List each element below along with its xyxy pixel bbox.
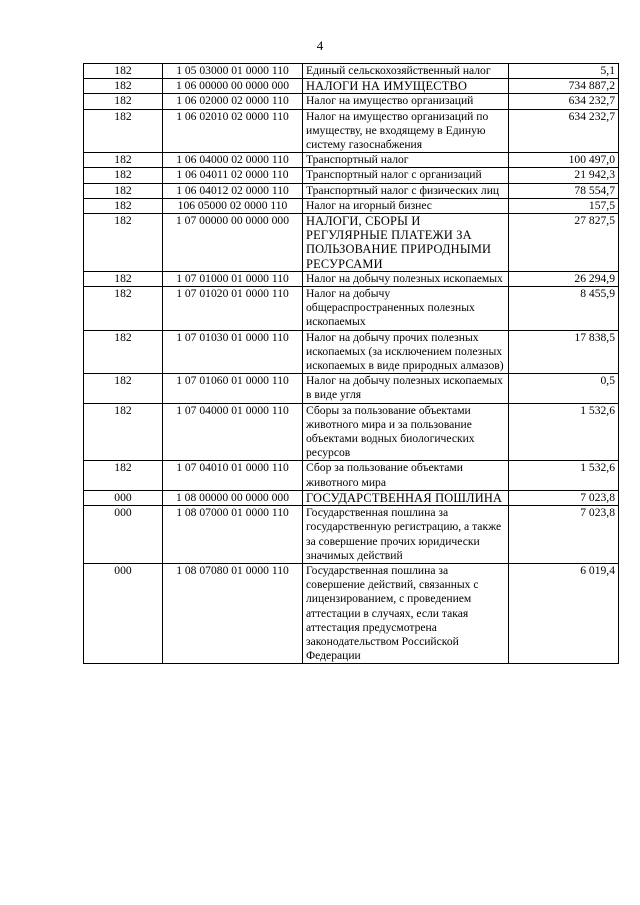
table-row	[84, 461, 619, 490]
amount-cell: 0,5	[509, 374, 619, 403]
revenue-name-cell: НАЛОГИ, СБОРЫ И РЕГУЛЯРНЫЕ ПЛАТЕЖИ ЗА ПОЛЬЗОВАНИЕ ПРИРОДНЫМИ РЕСУРСАМИ	[303, 214, 509, 272]
admin-code-cell: 000	[84, 563, 163, 663]
table-row	[84, 563, 619, 663]
revenue-name-cell: Транспортный налог с организаций	[303, 168, 509, 183]
admin-code-cell: 182	[84, 183, 163, 198]
budget-classification-code-cell: 1 05 03000 01 0000 110	[163, 64, 303, 79]
table-row	[84, 94, 619, 109]
budget-classification-code-cell: 1 06 00000 00 0000 000	[163, 79, 303, 94]
admin-code-cell: 182	[84, 168, 163, 183]
amount-cell: 6 019,4	[509, 563, 619, 663]
revenue-name-cell: Налог на добычу общераспространенных полезных ископаемых	[303, 287, 509, 331]
amount-cell: 157,5	[509, 198, 619, 213]
amount-cell: 1 532,6	[509, 403, 619, 461]
amount-cell: 8 455,9	[509, 287, 619, 331]
revenue-name-cell: Государственная пошлина за государственную регистрацию, а также за совершение прочих юридически значимых действий	[303, 506, 509, 564]
amount-cell: 100 497,0	[509, 153, 619, 168]
table-row	[84, 374, 619, 403]
revenue-name-cell: Транспортный налог	[303, 153, 509, 168]
budget-revenue-table	[83, 63, 619, 664]
budget-classification-code-cell: 1 06 04000 02 0000 110	[163, 153, 303, 168]
amount-cell: 5,1	[509, 64, 619, 79]
budget-classification-code-cell: 1 07 04000 01 0000 110	[163, 403, 303, 461]
admin-code-cell: 182	[84, 287, 163, 331]
budget-classification-code-cell: 1 07 01060 01 0000 110	[163, 374, 303, 403]
amount-cell: 634 232,7	[509, 94, 619, 109]
admin-code-cell: 000	[84, 490, 163, 505]
table-row	[84, 330, 619, 374]
amount-cell: 1 532,6	[509, 461, 619, 490]
amount-cell: 734 887,2	[509, 79, 619, 94]
amount-cell: 26 294,9	[509, 271, 619, 286]
table-row	[84, 153, 619, 168]
budget-classification-code-cell: 1 07 00000 00 0000 000	[163, 214, 303, 272]
budget-classification-code-cell: 1 07 01020 01 0000 110	[163, 287, 303, 331]
admin-code-cell: 182	[84, 109, 163, 153]
revenue-name-cell: Сбор за пользование объектами животного мира	[303, 461, 509, 490]
table-row	[84, 490, 619, 505]
table-row	[84, 403, 619, 461]
table-row	[84, 271, 619, 286]
amount-cell: 78 554,7	[509, 183, 619, 198]
table-row	[84, 198, 619, 213]
amount-cell: 17 838,5	[509, 330, 619, 374]
admin-code-cell: 182	[84, 374, 163, 403]
table-row	[84, 287, 619, 331]
amount-cell: 21 942,3	[509, 168, 619, 183]
table-row	[84, 109, 619, 153]
table-row	[84, 79, 619, 94]
table-body	[84, 64, 619, 664]
budget-classification-code-cell: 106 05000 02 0000 110	[163, 198, 303, 213]
revenue-name-cell: Налог на добычу прочих полезных ископаемых (за исключением полезных ископаемых в виде природных алмазов)	[303, 330, 509, 374]
amount-cell: 7 023,8	[509, 506, 619, 564]
revenue-name-cell: Налог на добычу полезных ископаемых в виде угля	[303, 374, 509, 403]
budget-classification-code-cell: 1 07 01030 01 0000 110	[163, 330, 303, 374]
admin-code-cell: 182	[84, 403, 163, 461]
admin-code-cell: 182	[84, 79, 163, 94]
revenue-name-cell: Налог на добычу полезных ископаемых	[303, 271, 509, 286]
admin-code-cell: 182	[84, 271, 163, 286]
budget-classification-code-cell: 1 08 07000 01 0000 110	[163, 506, 303, 564]
table-row	[84, 64, 619, 79]
table-row	[84, 183, 619, 198]
budget-classification-code-cell: 1 06 02000 02 0000 110	[163, 94, 303, 109]
budget-classification-code-cell: 1 06 04011 02 0000 110	[163, 168, 303, 183]
revenue-name-cell: Единый сельскохозяйственный налог	[303, 64, 509, 79]
budget-classification-code-cell: 1 08 00000 00 0000 000	[163, 490, 303, 505]
revenue-name-cell: Налог на имущество организаций	[303, 94, 509, 109]
admin-code-cell: 182	[84, 330, 163, 374]
table-row	[84, 214, 619, 272]
admin-code-cell: 000	[84, 506, 163, 564]
admin-code-cell: 182	[84, 198, 163, 213]
revenue-name-cell: Транспортный налог с физических лиц	[303, 183, 509, 198]
admin-code-cell: 182	[84, 94, 163, 109]
budget-classification-code-cell: 1 06 02010 02 0000 110	[163, 109, 303, 153]
budget-classification-code-cell: 1 06 04012 02 0000 110	[163, 183, 303, 198]
revenue-name-cell: НАЛОГИ НА ИМУЩЕСТВО	[303, 79, 509, 94]
amount-cell: 634 232,7	[509, 109, 619, 153]
admin-code-cell: 182	[84, 461, 163, 490]
revenue-name-cell: Налог на игорный бизнес	[303, 198, 509, 213]
page-number: 4	[316, 38, 324, 53]
admin-code-cell: 182	[84, 153, 163, 168]
budget-classification-code-cell: 1 07 04010 01 0000 110	[163, 461, 303, 490]
amount-cell: 27 827,5	[509, 214, 619, 272]
revenue-name-cell: ГОСУДАРСТВЕННАЯ ПОШЛИНА	[303, 490, 509, 505]
revenue-name-cell: Сборы за пользование объектами животного мира и за пользование объектами водных биологических ресурсов	[303, 403, 509, 461]
admin-code-cell: 182	[84, 64, 163, 79]
budget-classification-code-cell: 1 08 07080 01 0000 110	[163, 563, 303, 663]
table-row	[84, 168, 619, 183]
budget-classification-code-cell: 1 07 01000 01 0000 110	[163, 271, 303, 286]
amount-cell: 7 023,8	[509, 490, 619, 505]
table-row	[84, 506, 619, 564]
revenue-name-cell: Налог на имущество организаций по имуществу, не входящему в Единую систему газоснабжения	[303, 109, 509, 153]
admin-code-cell: 182	[84, 214, 163, 272]
revenue-name-cell: Государственная пошлина за совершение действий, связанных с лицензированием, с проведением аттестации в случаях, если такая аттестация предусмотрена законодательством Российской Федерации	[303, 563, 509, 663]
